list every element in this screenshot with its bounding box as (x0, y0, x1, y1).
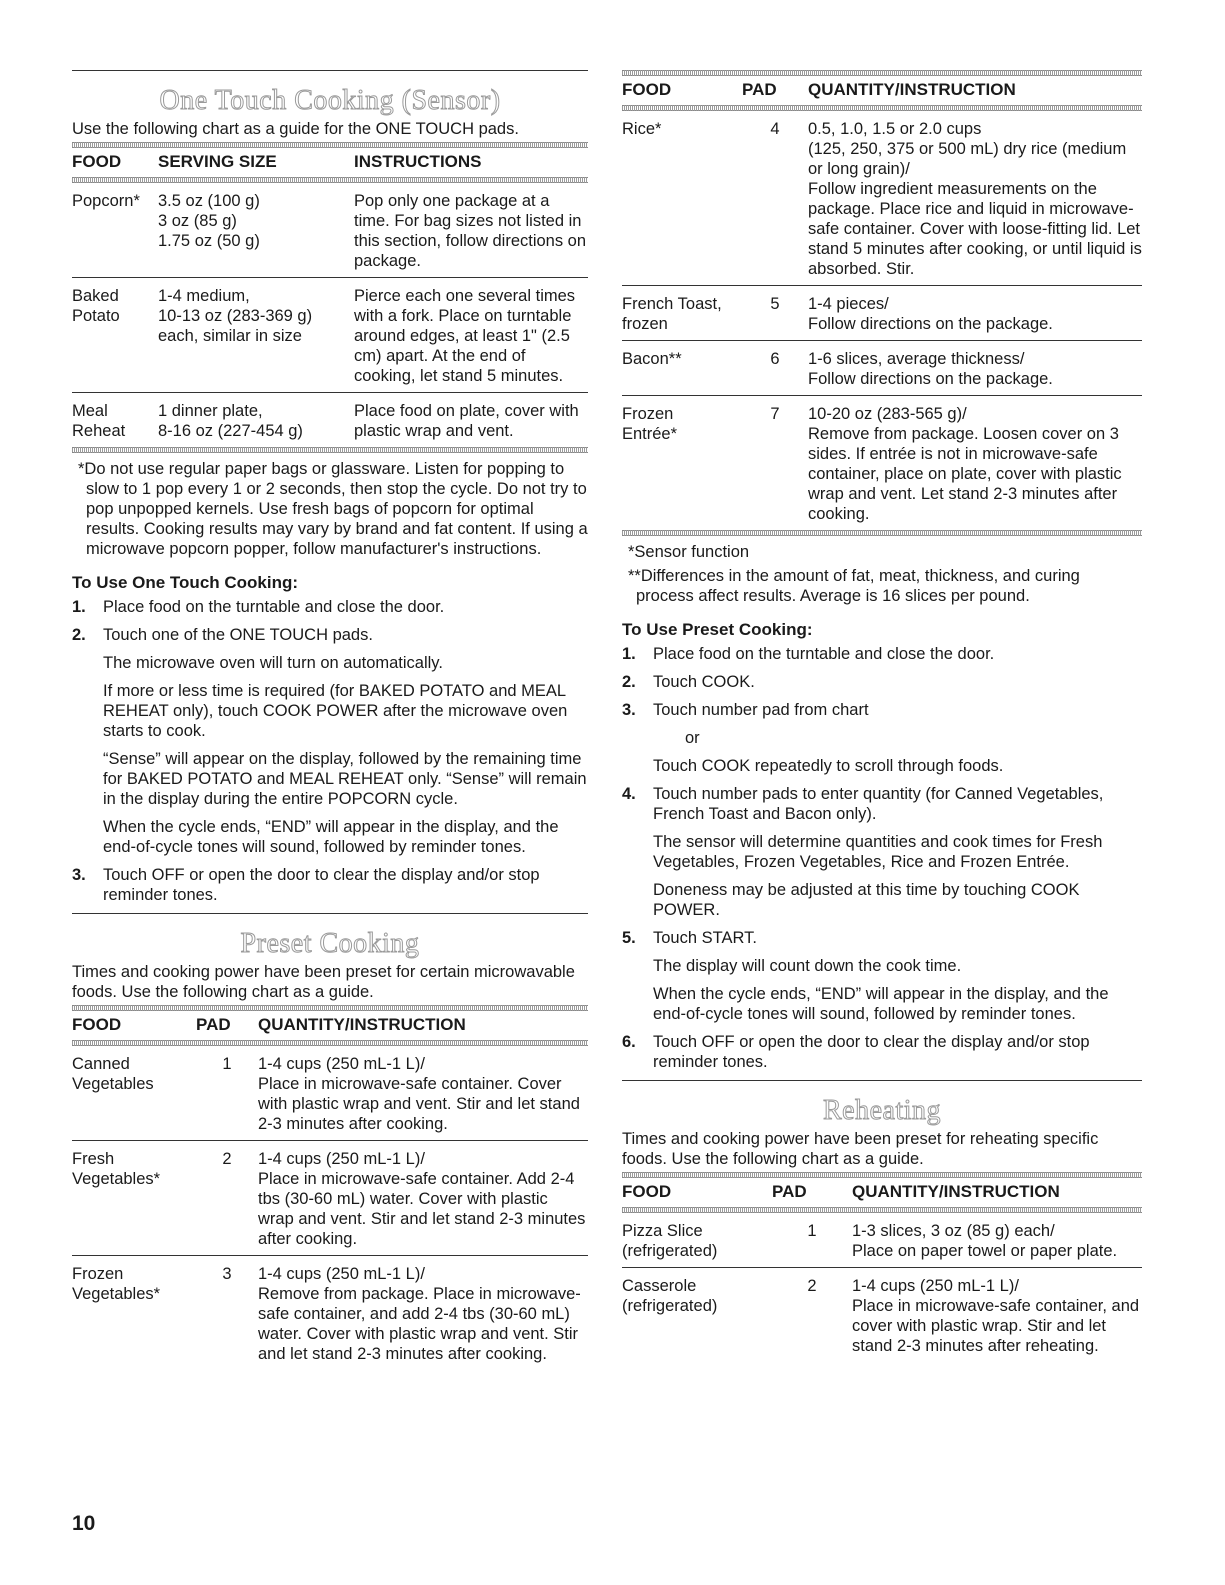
step-text: Touch COOK. (653, 673, 755, 691)
step-text: Touch OFF or open the door to clear the display and/or stop reminder tones. (103, 866, 540, 904)
step-text: “Sense” will appear on the display, followed by the remaining time for BAKED POTATO and MEAL REHEAT only. “Sense” will remain in the display during the entire POPCORN cycle. (103, 750, 587, 808)
step-text: When the cycle ends, “END” will appear in the display, and the end-of-cycle tones will sound, followed by reminder tones. (103, 818, 559, 856)
table-row (72, 278, 588, 393)
table-row (72, 1046, 588, 1141)
preset-table (72, 1011, 588, 1370)
step-number: 4. (622, 785, 636, 803)
table-row (622, 1268, 1142, 1363)
food-cell: Bacon** (622, 341, 742, 396)
col-header-quantity: QUANTITY/INSTRUCTION (808, 80, 1016, 99)
food-cell: Baked Potato (72, 278, 158, 393)
reheating-title: Reheating (822, 1095, 942, 1126)
pad-cell: 1 (772, 1213, 852, 1268)
preset-howto-title: To Use Preset Cooking: (622, 620, 813, 639)
quantity-cell: 1-4 pieces/ Follow directions on the package. (808, 286, 1142, 341)
food-cell: Frozen Vegetables* (72, 1265, 161, 1303)
quantity-cell: 1-3 slices, 3 oz (85 g) each/ Place on paper towel or paper plate. (852, 1213, 1142, 1268)
serving-size-cell: 1 dinner plate, 8-16 oz (227-454 g) (158, 402, 303, 440)
preset-title: Preset Cooking (240, 928, 420, 959)
quantity-cell: 1-4 cups (250 mL-1 L)/ Place in microwave-safe container. Cover with plastic wrap and vent. Stir and let stand 2-3 minutes after cooking. (258, 1046, 588, 1141)
pad-cell: 7 (770, 405, 780, 423)
page-number: 10 (72, 1512, 96, 1535)
table-row (622, 1213, 1142, 1268)
step-text: Touch START. (653, 929, 757, 947)
step-text: When the cycle ends, “END” will appear in the display, and the end-of-cycle tones will sound, followed by reminder tones. (653, 985, 1109, 1023)
instructions-cell: Pierce each one several times with a fork. Place on turntable around edges, at least 1" (2.5 cm) apart. At the end of cooking, let stand 5 minutes. (354, 278, 588, 393)
col-header-food: FOOD (72, 1015, 122, 1034)
step-text: Touch number pads to enter quantity (for Canned Vegetables, French Toast and Bacon only). (653, 785, 1104, 823)
step-item (622, 1032, 1142, 1072)
pad-cell: 3 (222, 1265, 232, 1283)
one-touch-title: One Touch Cooking (Sensor) (159, 85, 501, 116)
step-item (622, 928, 1142, 1024)
or-text: or (685, 729, 700, 747)
food-cell: Pizza Slice (refrigerated) (622, 1213, 772, 1268)
food-cell: Meal Reheat (72, 402, 126, 440)
sensor-note-text: *Sensor function (628, 543, 750, 561)
reheating-intro: Times and cooking power have been preset for reheating specific foods. Use the following chart as a guide. (622, 1130, 1099, 1168)
sensor-note (622, 542, 1142, 562)
col-header-serving-size: SERVING SIZE (158, 152, 277, 171)
pad-cell: 6 (742, 341, 808, 396)
col-header-instructions: INSTRUCTIONS (354, 152, 482, 171)
step-item (72, 865, 588, 905)
step-text: Place food on the turntable and close the door. (103, 598, 445, 616)
step-number: 2. (72, 626, 86, 644)
col-header-quantity: QUANTITY/INSTRUCTION (852, 1182, 1060, 1201)
step-number: 3. (622, 701, 636, 719)
pad-cell: 4 (742, 111, 808, 286)
food-cell: Fresh Vegetables* (72, 1141, 196, 1256)
table-row (72, 183, 588, 278)
col-header-pad: PAD (196, 1015, 231, 1034)
section-rule (622, 1080, 1142, 1081)
bacon-note (622, 566, 1142, 606)
step-number: 1. (72, 598, 86, 616)
preset-table-continued (622, 76, 1142, 530)
step-item (72, 625, 588, 857)
instructions-cell: Pop only one package at a time. For bag sizes not listed in this section, follow directions on package. (354, 183, 588, 278)
dotted-divider (622, 530, 1142, 536)
one-touch-steps (72, 597, 588, 905)
col-header-food: FOOD (622, 1182, 672, 1201)
table-row (72, 393, 588, 448)
pad-cell: 5 (742, 286, 808, 341)
quantity-cell: 1-6 slices, average thickness/ Follow directions on the package. (808, 341, 1142, 396)
step-text: Touch COOK repeatedly to scroll through foods. (653, 757, 1004, 775)
step-text: Doneness may be adjusted at this time by touching COOK POWER. (653, 881, 1080, 919)
instructions-cell: Place food on plate, cover with plastic wrap and vent. (354, 402, 579, 440)
right-column (622, 70, 1142, 1362)
step-text: The display will count down the cook time. (653, 957, 962, 975)
food-cell: Frozen Entrée* (622, 405, 678, 443)
quantity-cell: 1-4 cups (250 mL-1 L)/ Place in microwave-safe container, and cover with plastic wrap. Stir and let stand 2-3 minutes after reheating. (852, 1277, 1140, 1355)
step-text: The microwave oven will turn on automatically. (103, 654, 443, 672)
preset-steps (622, 644, 1142, 1072)
col-header-pad: PAD (742, 80, 777, 99)
table-row (622, 286, 1142, 341)
top-rule (72, 70, 588, 71)
table-row (72, 1141, 588, 1256)
step-number: 2. (622, 673, 636, 691)
step-number: 3. (72, 866, 86, 884)
col-header-food: FOOD (622, 80, 672, 99)
pad-cell: 2 (196, 1141, 258, 1256)
step-item (72, 597, 588, 617)
step-text: Touch OFF or open the door to clear the display and/or stop reminder tones. (653, 1033, 1090, 1071)
col-header-food: FOOD (72, 152, 122, 171)
pad-cell: 2 (807, 1277, 817, 1295)
food-cell: Casserole (refrigerated) (622, 1277, 718, 1315)
left-column (72, 70, 588, 1370)
table-row (622, 111, 1142, 286)
one-touch-howto-title: To Use One Touch Cooking: (72, 573, 299, 592)
section-rule (72, 913, 588, 914)
food-cell: Canned Vegetables (72, 1046, 196, 1141)
quantity-cell: 10-20 oz (283-565 g)/ Remove from package. Loosen cover on 3 sides. If entrée is not in microwave-safe container, place on plate, cover with plastic wrap and vent. Let stand 2-3 minutes after cooking. (808, 405, 1122, 523)
col-header-quantity: QUANTITY/INSTRUCTION (258, 1015, 466, 1034)
step-number: 5. (622, 929, 636, 947)
serving-size-cell: 3.5 oz (100 g) 3 oz (85 g) 1.75 oz (50 g) (158, 183, 354, 278)
reheating-table (622, 1178, 1142, 1362)
step-item (622, 784, 1142, 920)
step-text: Place food on the turntable and close the door. (653, 645, 995, 663)
preset-intro: Times and cooking power have been preset for certain microwavable foods. Use the following chart as a guide. (72, 963, 575, 1001)
step-text: Touch one of the ONE TOUCH pads. (103, 626, 373, 644)
food-cell: French Toast, frozen (622, 286, 742, 341)
table-row (622, 341, 1142, 396)
food-cell: Popcorn* (72, 183, 158, 278)
one-touch-intro: Use the following chart as a guide for the ONE TOUCH pads. (72, 120, 519, 138)
step-item (622, 644, 1142, 664)
table-row (622, 396, 1142, 531)
col-header-pad: PAD (772, 1182, 807, 1201)
pad-cell: 1 (196, 1046, 258, 1141)
one-touch-table (72, 148, 588, 447)
serving-size-cell: 1-4 medium, 10-13 oz (283-369 g) each, similar in size (158, 278, 354, 393)
food-cell: Rice* (622, 111, 742, 286)
bacon-note-text: **Differences in the amount of fat, meat, thickness, and curing process affect results. Average is 16 slices per pound. (628, 567, 1080, 605)
step-item (622, 672, 1142, 692)
quantity-cell: 0.5, 1.0, 1.5 or 2.0 cups (125, 250, 375 or 500 mL) dry rice (medium or long grain)/ Follow ingredient measurements on the package. Place rice and liquid in microwave-safe container. Cover with loose-fitting lid. Let stand 5 minutes after cooking, or until liquid is absorbed. Stir. (808, 111, 1142, 286)
step-number: 6. (622, 1033, 636, 1051)
popcorn-note-text: *Do not use regular paper bags or glassware. Listen for popping to slow to 1 pop every 1 or 2 seconds, then stop the cycle. Do not try to pop unpopped kernels. Use fresh bags of popcorn for optimal results. Cooking results may vary by brand and fat content. If using a microwave popcorn popper, follow manufacturer's instructions. (78, 460, 588, 558)
quantity-cell: 1-4 cups (250 mL-1 L)/ Remove from package. Place in microwave-safe container, and add 2-4 tbs (30-60 mL) water. Cover with plastic wrap and vent. Stir and let stand 2-3 minutes after cooking. (258, 1265, 581, 1363)
step-text: The sensor will determine quantities and cook times for Fresh Vegetables, Frozen Vegetables, Rice and Frozen Entrée. (653, 833, 1103, 871)
quantity-cell: 1-4 cups (250 mL-1 L)/ Place in microwave-safe container. Add 2-4 tbs (30-60 mL) water. Cover with plastic wrap and vent. Stir and let stand 2-3 minutes after cooking. (258, 1141, 588, 1256)
table-row (72, 1256, 588, 1371)
popcorn-note (72, 459, 588, 559)
step-item (622, 700, 1142, 776)
step-text: Touch number pad from chart (653, 701, 869, 719)
step-number: 1. (622, 645, 636, 663)
dotted-divider (72, 447, 588, 453)
step-text: If more or less time is required (for BAKED POTATO and MEAL REHEAT only), touch COOK POWER after the microwave oven starts to cook. (103, 682, 568, 740)
